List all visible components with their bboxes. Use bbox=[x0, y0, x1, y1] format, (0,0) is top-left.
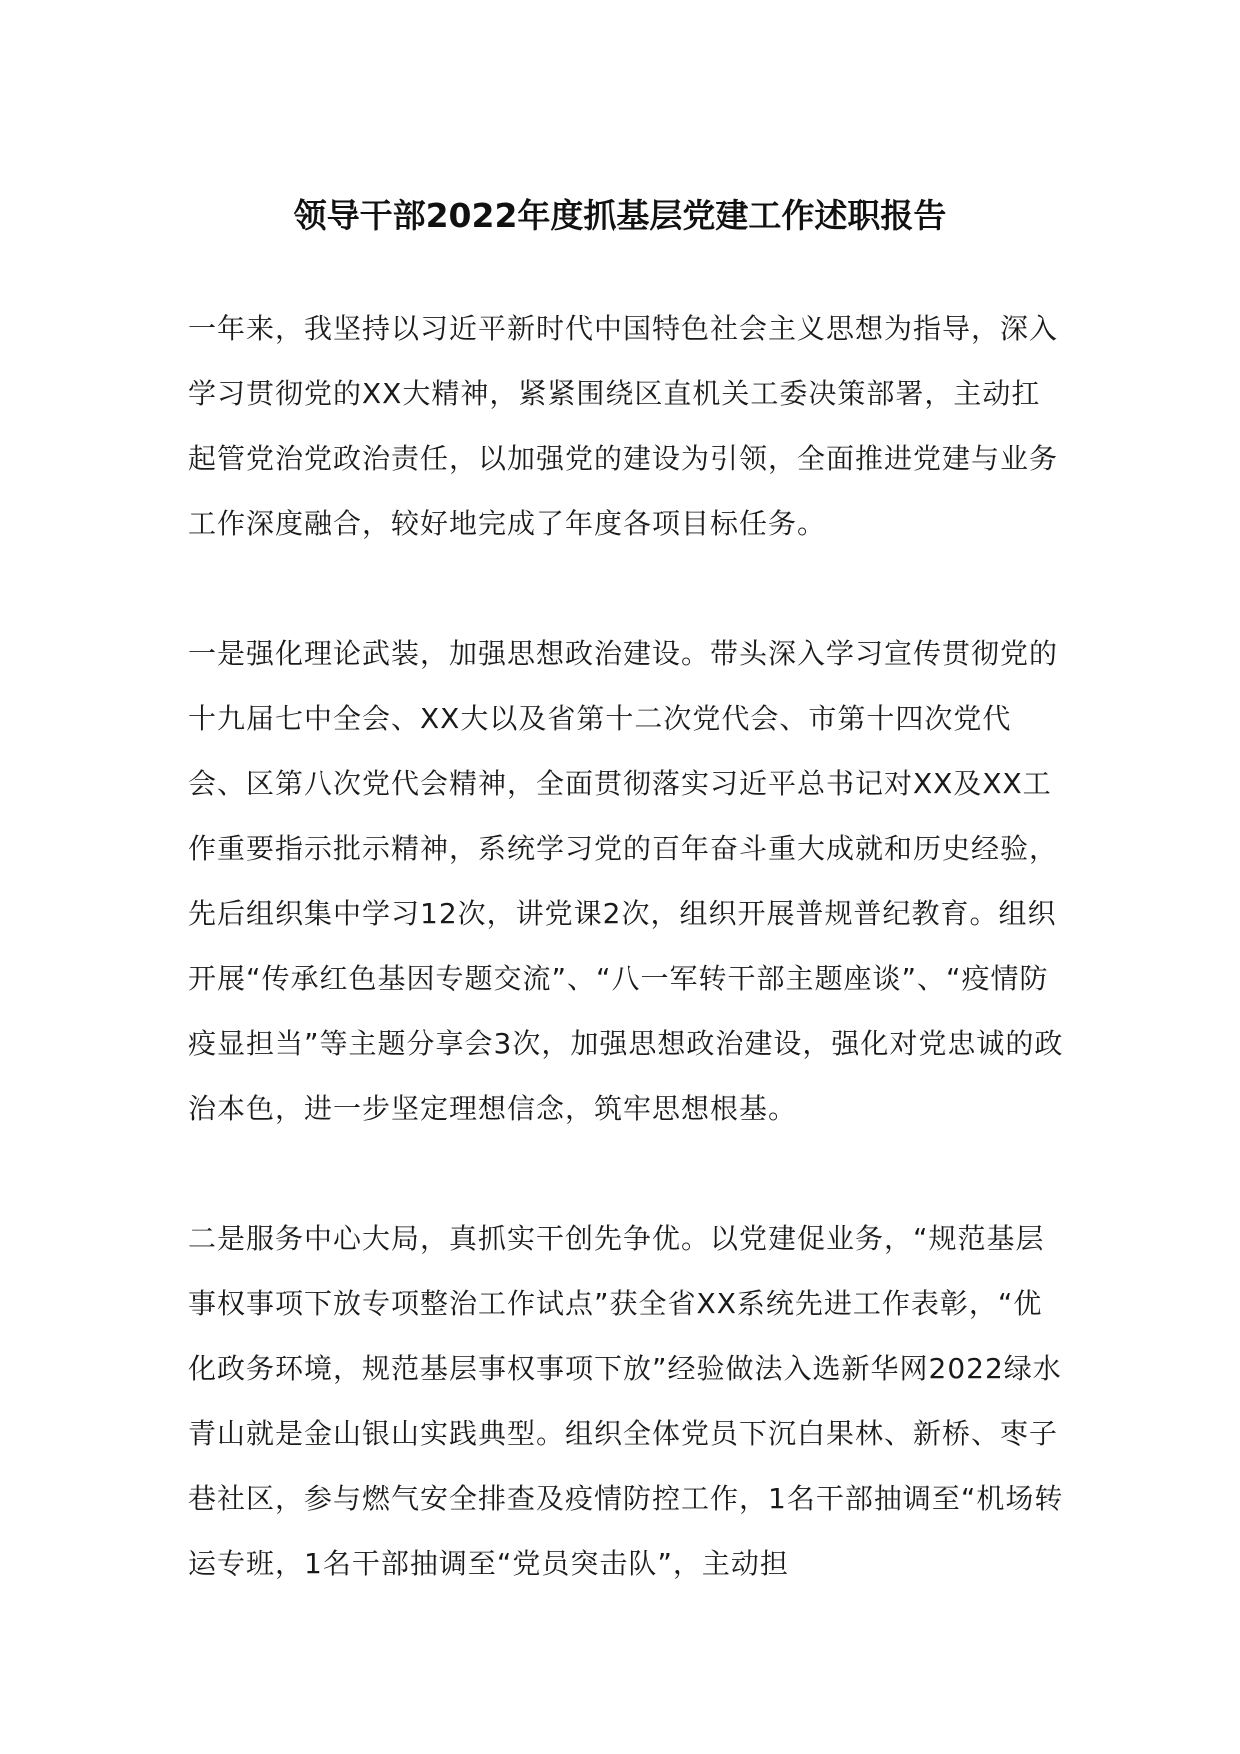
document-title: 领导干部2022年度抓基层党建工作述职报告 bbox=[293, 196, 947, 236]
paragraph-intro: 一年来，我坚持以习近平新时代中国特色社会主义思想为指导，深入学习贯彻党的XX大精神，紧紧围绕区直机关工委决策部署，主动扛起管党治党政治责任，以加强党的建设为引领，全面推进党建与业务工作深度融合，较好地完成了年度各项目标任务。 bbox=[188, 312, 1059, 540]
paragraph-service: 二是服务中心大局，真抓实干创先争优。以党建促业务，“规范基层事权事项下放专项整治工作试点”获全省XX系统先进工作表彰，“优化政务环境，规范基层事权事项下放”经验做法入选新华网2022绿水青山就是金山银山实践典型。组织全体党员下沉白果林、新桥、枣子巷社区，参与燃气安全排查及疫情防控工作，1名干部抽调至“机场转运专班，1名干部抽调至“党员突击队”，主动担 bbox=[188, 1222, 1064, 1580]
paragraph-theory: 一是强化理论武装，加强思想政治建设。带头深入学习宣传贯彻党的十九届七中全会、XX大以及省第十二次党代会、市第十四次党代会、区第八次党代会精神，全面贯彻落实习近平总书记对XX及XX工作重要指示批示精神，系统学习党的百年奋斗重大成就和历史经验，先后组织集中学习12次，讲党课2次，组织开展普规普纪教育。组织开展“传承红色基因专题交流”、“八一军转干部主题座谈”、“疫情防疫显担当”等主题分享会3次，加强思想政治建设，强化对党忠诚的政治本色，进一步坚定理想信念，筑牢思想根基。 bbox=[188, 637, 1064, 1125]
